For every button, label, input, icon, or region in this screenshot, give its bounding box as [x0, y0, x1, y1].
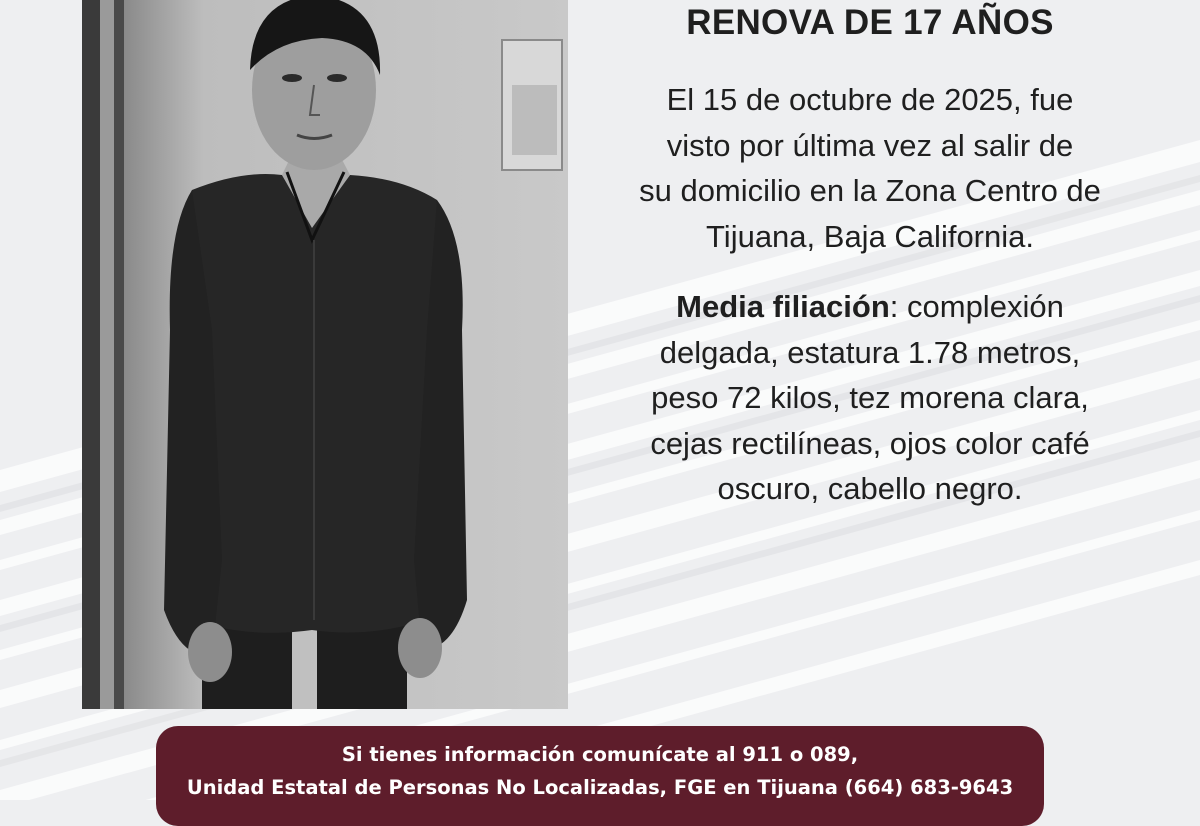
features-line: cejas rectilíneas, ojos color café — [650, 425, 1090, 461]
description-line: su domicilio en la Zona Centro de — [639, 173, 1101, 208]
description-line: Tijuana, Baja California. — [706, 218, 1034, 254]
headline: RENOVA DE 17 AÑOS — [686, 3, 1054, 42]
contact-line-2: Unidad Estatal de Personas No Localizadas, FGE en Tijuana (664) 683-9643 — [186, 776, 1014, 799]
features-line: peso 72 kilos, tez morena clara, — [651, 380, 1089, 415]
features-label: Media filiación — [676, 289, 890, 324]
description-line: El 15 de octubre de 2025, fue — [666, 82, 1074, 117]
features-first-line-text: : complexión — [889, 289, 1064, 324]
features-first-line — [590, 284, 1150, 330]
features-line: oscuro, cabello negro. — [717, 471, 1023, 506]
person-photo — [82, 0, 568, 709]
features-line: delgada, estatura 1.78 metros, — [659, 334, 1081, 370]
description-paragraph — [590, 77, 1150, 259]
physical-description — [590, 284, 1150, 512]
contact-bar — [156, 726, 1044, 826]
description-line: visto por última vez al salir de — [666, 127, 1074, 163]
contact-line-1: Si tienes información comunícate al 911 o 089, — [341, 743, 859, 766]
